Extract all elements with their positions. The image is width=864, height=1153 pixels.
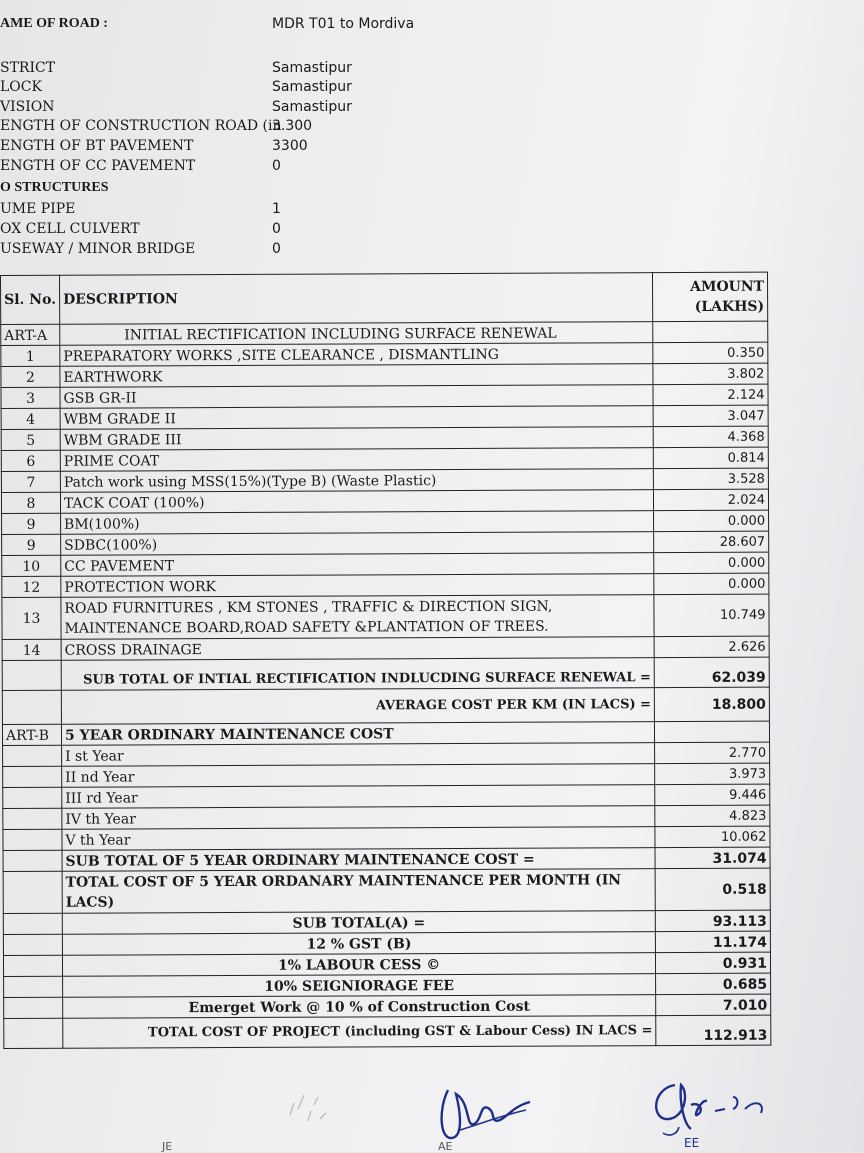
average-cost-row [2,687,769,724]
summary-label: SUB TOTAL(A) = [62,911,655,935]
row-amount: 3.973 [655,763,770,785]
header-value: 3300 [272,138,308,154]
ee-mark: EE [684,1136,700,1150]
row-amount: 3.528 [654,468,769,490]
row-sl-empty [3,808,62,829]
row-sl-empty [3,829,62,850]
row-amount: 2.024 [654,489,769,511]
average-cost-value: 18.800 [654,687,769,722]
subtotal-a-empty [2,660,61,690]
row-description: WBM GRADE II [60,406,653,430]
row-description: BM(100%) [60,511,653,535]
row-description: PROTECTION WORK [61,574,654,598]
row-sl: 10 [2,555,61,576]
col-amount-title: AMOUNT [690,278,765,295]
subtotal-b-label: SUB TOTAL OF 5 YEAR ORDINARY MAINTENANCE COST = [62,848,655,872]
row-sl: 4 [1,408,60,429]
part-b-items [3,742,770,850]
header-value: 1 [272,201,281,217]
row-amount: 0.814 [653,447,768,469]
row-description: IV th Year [62,806,655,830]
row-amount: 3.802 [653,363,768,385]
row-sl: 12 [2,576,61,597]
header-value: Samastipur [272,99,352,115]
row-amount: 2.770 [655,742,770,764]
row-sl: 7 [1,471,60,492]
row-description: V th Year [62,827,655,851]
part-a-label: ART-A [1,324,60,345]
header-label: USEWAY / MINOR BRIDGE [0,241,196,257]
row-sl-empty [3,766,62,787]
row-amount: 0.000 [654,510,769,532]
header-label: UME PIPE [0,201,76,217]
col-description-header: DESCRIPTION [59,273,652,325]
initials-mark-left [280,1085,360,1135]
header-label: ENGTH OF CC PAVEMENT [0,158,196,174]
summary-value: 7.010 [656,994,771,1016]
summary-value: 11.174 [656,931,771,953]
part-b-amount-empty [655,721,770,743]
subtotal-b-value: 31.074 [655,847,770,869]
row-description: EARTHWORK [60,364,653,388]
row-description: Patch work using MSS(15%)(Type B) (Waste Plastic) [60,469,653,493]
row-description: TACK COAT (100%) [60,490,653,514]
summary-value: 0.685 [656,973,771,995]
ae-mark: AE [438,1140,453,1153]
row-sl: 8 [1,492,60,513]
je-mark: JE [162,1140,173,1153]
per-month-value: 0.518 [655,868,770,911]
average-cost-label: AVERAGE COST PER KM (IN LACS) = [61,688,654,725]
row-amount: 0.000 [654,552,769,574]
summary-items [3,910,770,1018]
summary-empty [4,976,63,997]
total-cost-value: 112.913 [656,1015,771,1046]
per-month-row [3,868,770,913]
col-amount-header [653,272,768,322]
per-month-empty [3,871,62,913]
summary-label: 12 % GST (B) [62,932,655,956]
total-cost-row [4,1015,771,1048]
row-description: I st Year [62,743,655,767]
row-sl-empty [3,745,62,766]
row-sl: 3 [1,387,60,408]
row-amount: 0.000 [654,573,769,595]
row-14-amount: 2.626 [654,636,769,658]
summary-empty [3,934,62,955]
summary-value: 0.931 [656,952,771,974]
row-description: II nd Year [62,764,655,788]
summary-empty [3,955,62,976]
header-value: Samastipur [272,60,352,76]
summary-label: 1% LABOUR CESS © [62,953,655,977]
cost-estimate-table [0,272,771,1049]
header-value: 3.300 [272,118,313,134]
part-a-amount-empty [653,321,768,343]
header-label: ENGTH OF CONSTRUCTION ROAD (in [0,118,282,134]
per-month-label: TOTAL COST OF 5 YEAR ORDANARY MAINTENANCE PER MONTH (IN LACS) [62,869,655,914]
signature-ee [645,1075,775,1145]
road-name-label: AME OF ROAD : [0,16,108,31]
total-cost-empty [4,1018,63,1048]
row-amount: 10.062 [655,826,770,848]
row-description: WBM GRADE III [60,427,653,451]
row-13-amount: 10.749 [654,594,769,637]
subtotal-a-label: SUB TOTAL OF INTIAL RECTIFICATION INDLUCDING SURFACE RENEWAL = [61,658,654,691]
row-sl: 1 [1,345,60,366]
summary-label: 10% SEIGNIORAGE FEE [63,974,656,998]
row-14-sl: 14 [2,639,61,660]
part-a-title: INITIAL RECTIFICATION INCLUDING SURFACE RENEWAL [60,322,653,346]
row-14-desc: CROSS DRAINAGE [61,637,654,661]
row-amount: 3.047 [653,405,768,427]
summary-empty [4,997,63,1018]
row-amount: 28.607 [654,531,769,553]
row-sl: 5 [1,429,60,450]
header-label: O STRUCTURES [0,180,109,195]
summary-value: 93.113 [655,910,770,932]
row-description: III rd Year [62,785,655,809]
row-sl: 9 [2,513,61,534]
row-amount: 4.823 [655,805,770,827]
average-cost-empty [2,690,61,724]
subtotal-a-value: 62.039 [654,657,769,688]
subtotal-b-empty [3,850,62,871]
header-value: 0 [272,241,281,257]
col-sl-header: Sl. No. [1,275,60,324]
row-amount: 4.368 [653,426,768,448]
row-description: PREPARATORY WORKS ,SITE CLEARANCE , DISMANTLING [60,343,653,367]
row-13-sl: 13 [2,597,61,639]
row-13-desc: ROAD FURNITURES , KM STONES , TRAFFIC & DIRECTION SIGN, MAINTENANCE BOARD,ROAD SAFETY &PLANTATION OF TREES. [61,595,654,640]
header-value: 0 [272,158,281,174]
table-row [2,594,769,639]
part-b-label: ART-B [2,724,61,745]
row-sl: 6 [1,450,60,471]
road-name-value: MDR T01 to Mordiva [272,16,415,32]
header-value: 0 [272,221,281,237]
part-b-title: 5 YEAR ORDINARY MAINTENANCE COST [61,722,654,746]
row-amount: 0.350 [653,342,768,364]
row-amount: 9.446 [655,784,770,806]
header-label: VISION [0,99,55,115]
part-a-items [1,342,769,597]
row-sl: 9 [2,534,61,555]
header-label: ENGTH OF BT PAVEMENT [0,138,194,154]
row-sl: 2 [1,366,60,387]
total-cost-label: TOTAL COST OF PROJECT (including GST & Labour Cess) IN LACS = [63,1016,656,1049]
header-label: OX CELL CULVERT [0,221,140,237]
row-description: GSB GR-II [60,385,653,409]
row-description: CC PAVEMENT [61,553,654,577]
summary-empty [3,913,62,934]
row-sl-empty [3,787,62,808]
row-description: SDBC(100%) [61,532,654,556]
subtotal-a-row [2,657,769,690]
summary-label: Emerget Work @ 10 % of Construction Cost [63,995,656,1019]
header-value: Samastipur [272,79,352,95]
row-amount: 2.124 [653,384,768,406]
header-label: LOCK [0,79,42,95]
table-header-row [1,272,768,324]
col-amount-unit: (LAKHS) [694,298,765,315]
row-description: PRIME COAT [60,448,653,472]
header-label: STRICT [0,60,56,76]
